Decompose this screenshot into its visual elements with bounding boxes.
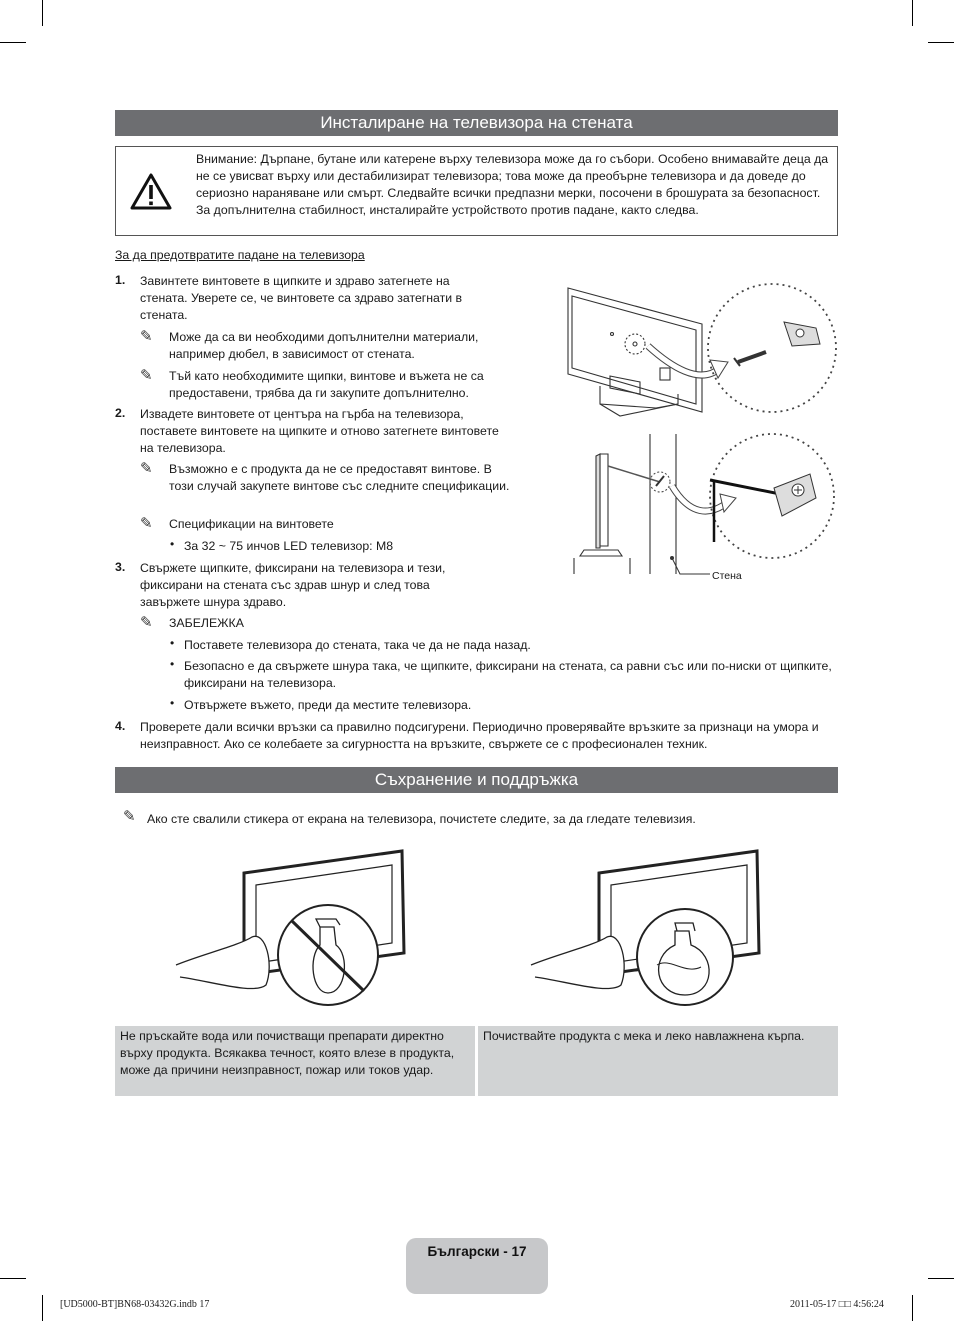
warning-triangle-icon — [130, 173, 172, 211]
crop-mark — [0, 1278, 26, 1279]
note-2b: Спецификации на винтовете — [169, 517, 334, 531]
crop-mark — [912, 0, 913, 26]
note-pencil-icon: ✎ — [140, 328, 153, 345]
cloth-wipe-illustration — [525, 845, 765, 1020]
no-spray-illustration — [170, 845, 410, 1020]
note-3-label: ЗАБЕЛЕЖКА — [169, 616, 244, 630]
page-number-tab — [406, 1238, 548, 1294]
bullet-dot: • — [170, 657, 175, 671]
warning-label: Внимание — [196, 152, 254, 166]
page-label: Български - 17 — [427, 1244, 527, 1259]
caption-cloth: Почиствайте продукта с мека и леко навлажнена кърпа. — [478, 1026, 838, 1096]
warning-body: : Дърпане, бутане или катерене върху телевизора може да го събори. Особено внимавайте деца да не се увисват върху или дестабилизират телевизора; това може да преобърне телевизора и да доведе до сериозно нараняване или смърт. Следвайте всички предпазни мерки, посочени в брошурата за безопасност. За допълнителна стабилност, инсталирайте устройството против падане, както следва. — [196, 152, 829, 217]
note-pencil-icon: ✎ — [140, 515, 153, 532]
file-info: [UD5000-BT]BN68-03432G.indb 17 — [60, 1299, 210, 1310]
note-pencil-icon: ✎ — [140, 460, 153, 477]
tv-side-drawing — [574, 434, 676, 574]
bullet-dot: • — [170, 537, 175, 551]
wall-mount-illustration — [560, 276, 840, 581]
note-pencil-icon: ✎ — [140, 367, 153, 384]
note-1b: Тъй като необходимите щипки, винтове и въжета не са предоставени, трябва да ги закупите допълнително. — [169, 369, 484, 400]
tv-back-drawing — [568, 288, 702, 416]
crop-mark — [928, 42, 954, 43]
step-2-text: Извадете винтовете от центъра на гърба на телевизора, поставете винтовете на щипките и отново затегнете винтовете на телевизора. — [140, 407, 499, 455]
crop-mark — [42, 1295, 43, 1321]
bullet-dot: • — [170, 636, 175, 650]
step-number: 3. — [115, 560, 126, 574]
step-4-text: Проверете дали всички връзки са правилно подсигурени. Периодично проверявайте връзките за признаци на умора и неизправност. Ако се колебаете за сигурността на връзките, свържете се с професионален техник. — [140, 720, 819, 751]
sticker-note: Ако сте свалили стикера от екрана на телевизора, почистете следите, за да гледате телевизия. — [147, 812, 696, 826]
step-number: 1. — [115, 273, 126, 287]
note-2b-bullet: За 32 ~ 75 инчов LED телевизор: M8 — [184, 539, 394, 553]
crop-mark — [928, 1278, 954, 1279]
bullet-dot: • — [170, 696, 175, 710]
note-3-bullet: Безопасно е да свържете шнура така, че щипките, фиксирани на стената, са равни със или по-ниски от щипките, фиксирани на телевизора. — [184, 659, 832, 690]
step-1-text: Завинтете винтовете в щипките и здраво затегнете на стената. Уверете се, че винтовете са здраво затегнати в стената. — [140, 274, 463, 322]
note-3-bullet: Поставете телевизора до стената, така че да не пада назад. — [184, 638, 531, 652]
note-3-bullet: Отвържете въжето, преди да местите телевизора. — [184, 698, 472, 712]
detail-circle — [708, 284, 836, 412]
caption-no-spray: Не пръскайте вода или почистващи препарати директно върху продукта. Всякаква течност, която влезе в продукта, може да причини неизправност, пожар или токов удар. — [115, 1026, 475, 1096]
screw-icon — [738, 352, 766, 362]
step-number: 4. — [115, 719, 126, 733]
crop-mark — [0, 42, 26, 43]
note-1a: Може да са ви необходими допълнителни материали, например дюбел, в зависимост от стената. — [169, 330, 479, 361]
subheading: За да предотвратите падане на телевизора — [115, 248, 365, 262]
crop-mark — [912, 1295, 913, 1321]
section-title-wall-mount: Инсталиране на телевизора на стената — [115, 110, 838, 136]
warning-text — [196, 151, 832, 219]
note-pencil-icon: ✎ — [140, 614, 153, 631]
step-3-text: Свържете щипките, фиксирани на телевизора и тези, фиксирани на стената със здрав шнур и след това завържете шнура здраво. — [140, 561, 446, 609]
section-title-care: Съхранение и поддръжка — [115, 767, 838, 793]
wall-label: Стена — [712, 570, 742, 582]
note-2a: Възможно е с продукта да не се предоставят винтове. В този случай закупете винтове със следните спецификации. — [169, 462, 510, 493]
note-pencil-icon: ✎ — [123, 808, 136, 825]
crop-mark — [42, 0, 43, 26]
print-timestamp: 2011-05-17 □□ 4:56:24 — [790, 1299, 884, 1310]
step-number: 2. — [115, 406, 126, 420]
warning-box — [115, 146, 838, 236]
